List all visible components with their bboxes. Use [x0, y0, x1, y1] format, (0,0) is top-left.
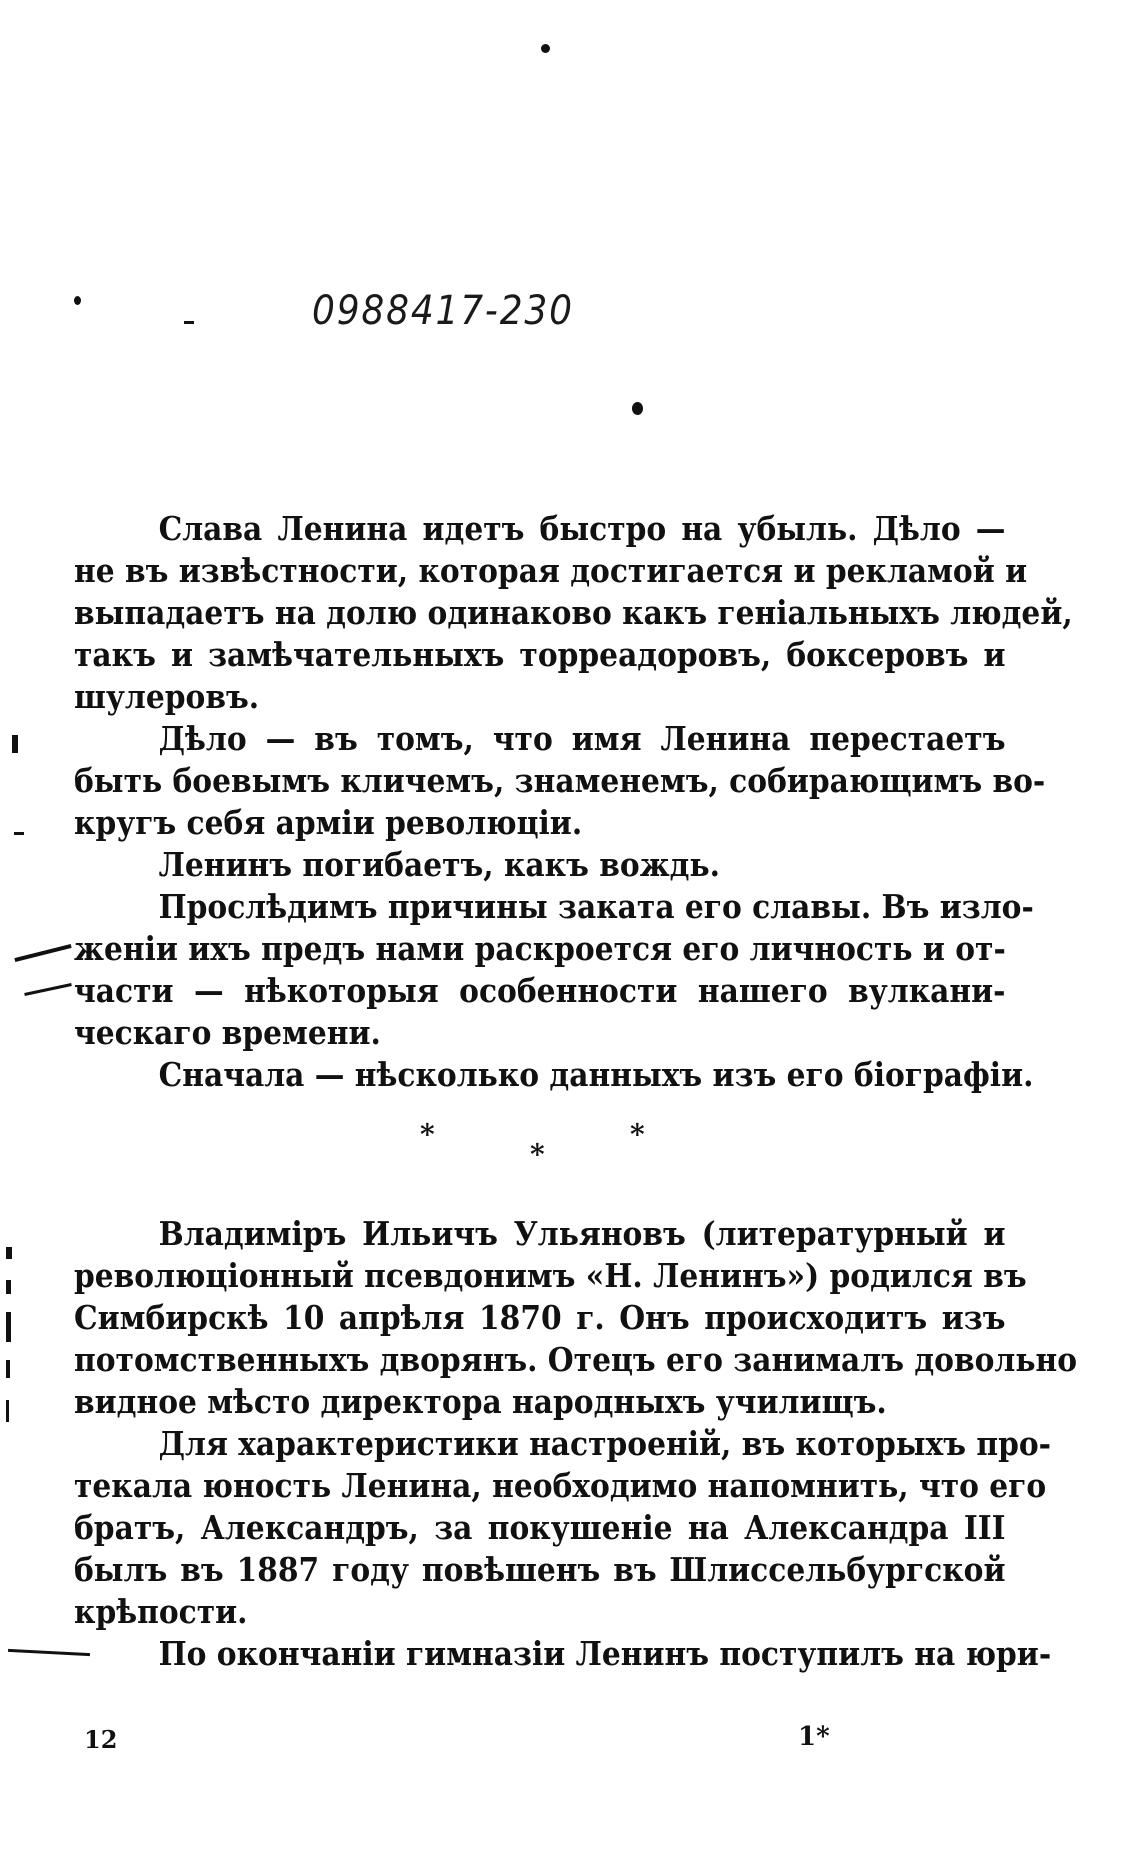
margin-stroke [14, 944, 71, 962]
text-line: женіи ихъ предъ нами раскроется его личность и от- [74, 929, 1006, 968]
scan-speck [632, 402, 643, 415]
text-line: Прослѣдимъ причины заката его славы. Въ изло- [158, 887, 1034, 926]
text-line: быть боевымъ кличемъ, знаменемъ, собирающимъ во- [74, 761, 1046, 800]
text-line: Слава Ленина идетъ быстро на убыль. Дѣло — [158, 509, 1006, 548]
margin-stroke [12, 735, 18, 753]
text-line: ческаго времени. [74, 1013, 381, 1052]
text-line: текала юность Ленина, необходимо напомнить, что его [74, 1466, 1047, 1505]
page-number: 12 [84, 1725, 118, 1754]
scan-dash [184, 321, 194, 324]
margin-stroke [6, 1280, 11, 1294]
signature-mark: 1* [798, 1722, 830, 1752]
margin-stroke [6, 1312, 11, 1342]
text-line: шулеровъ. [74, 677, 260, 716]
text-line: потомственныхъ дворянъ. Отецъ его занималъ довольно [74, 1340, 1078, 1379]
asterisk: * [630, 1118, 645, 1151]
handwritten-catalog-number: 0988417-230 [312, 288, 574, 334]
text-line: Владиміръ Ильичъ Ульяновъ (литературный и [158, 1214, 1006, 1253]
text-line: Сначала — нѣсколько данныхъ изъ его біографіи. [158, 1055, 1034, 1094]
text-block-bottom [74, 1213, 1078, 1675]
margin-stroke [6, 1247, 12, 1259]
asterisk: * [420, 1118, 435, 1151]
margin-stroke [6, 1400, 9, 1422]
text-line: части — нѣкоторыя особенности нашего вулкани- [74, 971, 1006, 1010]
margin-stroke [14, 832, 24, 835]
text-line: крѣпости. [74, 1592, 248, 1631]
text-line: былъ въ 1887 году повѣшенъ въ Шлиссельбургской [74, 1550, 1006, 1589]
text-block-top [74, 508, 1073, 1096]
text-line: выпадаетъ на долю одинаково какъ геніальныхъ людей, [74, 593, 1073, 632]
text-line: революціонный псевдонимъ «Н. Ленинъ») родился въ [74, 1256, 1027, 1295]
text-line: кругъ себя арміи революціи. [74, 803, 583, 842]
scan-speck [541, 44, 550, 53]
text-line: Ленинъ погибаетъ, какъ вождь. [158, 845, 720, 884]
text-line: По окончаніи гимназіи Ленинъ поступилъ на юри- [158, 1634, 1052, 1673]
asterisk: * [530, 1138, 545, 1171]
text-line: братъ, Александръ, за покушеніе на Александра III [74, 1508, 1006, 1547]
text-line: такъ и замѣчательныхъ торреадоровъ, боксеровъ и [74, 635, 1006, 674]
text-line: Симбирскѣ 10 апрѣля 1870 г. Онъ происходитъ изъ [74, 1298, 1006, 1337]
margin-stroke [6, 1360, 10, 1378]
text-line: Дѣло — въ томъ, что имя Ленина перестаетъ [158, 719, 1006, 758]
text-line: не въ извѣстности, которая достигается и рекламой и [74, 551, 1028, 590]
section-asterism [420, 1118, 680, 1178]
text-line: Для характеристики настроеній, въ которыхъ про- [158, 1424, 1051, 1463]
margin-stroke [24, 983, 72, 996]
scan-speck [74, 296, 81, 305]
text-line: видное мѣсто директора народныхъ училищъ. [74, 1382, 887, 1421]
